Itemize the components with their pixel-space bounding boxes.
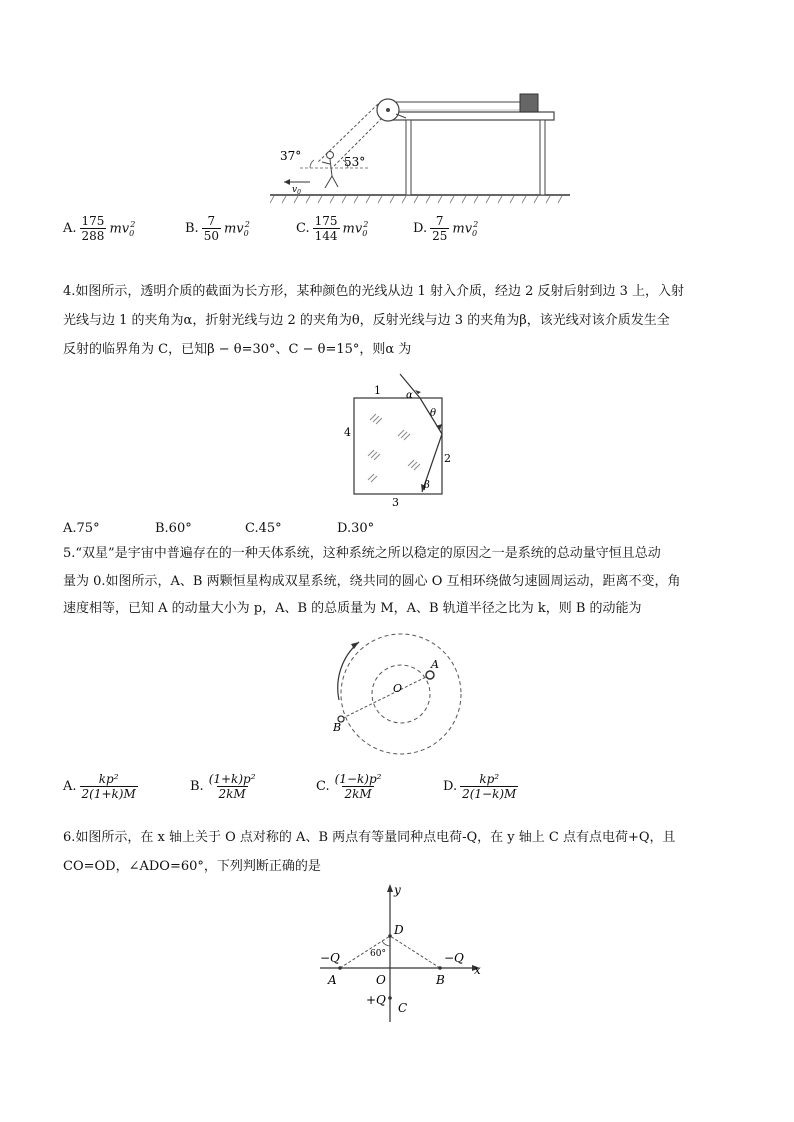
angle-37-label: 37° xyxy=(280,149,302,163)
point-b-label: B xyxy=(436,973,445,987)
star-a-label: A xyxy=(431,658,439,671)
fraction-denominator: 288 xyxy=(81,229,105,243)
fraction-denominator: 2kM xyxy=(218,787,246,801)
option-letter: B. xyxy=(190,779,204,794)
option-fraction xyxy=(313,214,340,243)
option-letter: B. xyxy=(185,221,199,236)
option-letter: C. xyxy=(296,221,310,236)
option-expression: $mv_0^2$ xyxy=(223,219,250,238)
option-fraction xyxy=(80,772,138,801)
option-letter: D. xyxy=(443,779,458,794)
option-letter: A. xyxy=(63,779,77,794)
q5-text-line2: 量为 0.如图所示，A、B 两颗恒星构成双星系统，绕共同的圆心 O 互相环绕做匀速圆周运动，距离不变，角 xyxy=(63,574,681,589)
q6-text-line1: 6.如图所示，在 x 轴上关于 O 点对称的 A、B 两点有等量同种点电荷-Q，在 y 轴上 C 点有点电荷+Q，且 xyxy=(63,830,676,845)
fraction-denominator: 2(1−k)M xyxy=(462,787,517,801)
option-expression: $mv_0^2$ xyxy=(342,219,369,238)
option-fraction xyxy=(333,772,384,801)
origin-o-label: O xyxy=(376,973,386,987)
fraction-denominator: 25 xyxy=(432,229,448,243)
option-fraction xyxy=(202,214,221,243)
fraction-denominator: 2(1+k)M xyxy=(81,787,136,801)
neg-q-left-label: −Q xyxy=(320,951,340,965)
fraction-numerator: (1+k)p² xyxy=(208,772,256,786)
q4-option-a[interactable]: A.75° xyxy=(63,521,100,536)
edge-1-label: 1 xyxy=(374,384,381,397)
q4-text-line1: 4.如图所示，透明介质的截面为长方形，某种颜色的光线从边 1 射入介质，经边 2 反射后射到边 3 上，入射 xyxy=(63,284,685,299)
q4-option-b[interactable]: B.60° xyxy=(155,521,192,536)
angle-53-label: 53° xyxy=(344,155,366,169)
edge-4-label: 4 xyxy=(344,426,351,439)
fraction-numerator: kp² xyxy=(98,772,119,786)
beta-label: β xyxy=(424,480,430,491)
option-expression: $mv_0^2$ xyxy=(452,219,479,238)
v0-label: $v_0$ xyxy=(292,185,301,196)
fraction-numerator: 7 xyxy=(435,214,444,228)
q5-option-d[interactable] xyxy=(443,772,521,801)
alpha-label: α xyxy=(406,390,413,401)
charges-axes-figure xyxy=(310,880,500,1030)
option-fraction xyxy=(80,214,107,243)
option-fraction xyxy=(430,214,449,243)
binary-star-figure xyxy=(325,628,475,758)
q5-option-b[interactable] xyxy=(190,772,261,801)
fraction-denominator: 2kM xyxy=(344,787,372,801)
option-letter: A. xyxy=(63,221,77,236)
angle-60-label: 60° xyxy=(370,949,386,959)
fraction-numerator: 175 xyxy=(314,214,338,228)
fraction-denominator: 50 xyxy=(203,229,219,243)
q4-option-c[interactable]: C.45° xyxy=(245,521,282,536)
q3-option-d[interactable] xyxy=(413,214,478,243)
fraction-numerator: 175 xyxy=(81,214,105,228)
center-o-label: O xyxy=(393,682,403,695)
pos-q-label: +Q xyxy=(366,993,386,1007)
rectangle-medium-figure xyxy=(338,370,468,510)
point-a-label: A xyxy=(328,973,337,987)
option-letter: D. xyxy=(413,221,428,236)
fraction-numerator: kp² xyxy=(479,772,500,786)
y-axis-label: y xyxy=(394,883,401,897)
option-fraction xyxy=(460,772,518,801)
option-fraction xyxy=(207,772,258,801)
q5-text-line3: 速度相等，已知 A 的动量大小为 p，A、B 的总质量为 M，A、B 轨道半径之比为 k，则 B 的动能为 xyxy=(63,601,642,616)
option-expression: $mv_0^2$ xyxy=(109,219,136,238)
fraction-denominator: 144 xyxy=(314,229,338,243)
edge-2-label: 2 xyxy=(444,452,451,465)
q4-option-d[interactable]: D.30° xyxy=(337,521,375,536)
q3-option-b[interactable] xyxy=(185,214,250,243)
x-axis-label: x xyxy=(474,963,481,977)
fraction-numerator: (1−k)p² xyxy=(334,772,382,786)
option-letter: C. xyxy=(316,779,330,794)
q5-option-c[interactable] xyxy=(316,772,386,801)
q4-text-line3: 反射的临界角为 C，已知β − θ=30°、C − θ=15°，则α 为 xyxy=(63,342,412,357)
q4-text-line2: 光线与边 1 的夹角为α，折射光线与边 2 的夹角为θ，反射光线与边 3 的夹角为β，该光线对该介质发生全 xyxy=(63,313,670,328)
q3-option-a[interactable] xyxy=(63,214,135,243)
q3-option-c[interactable] xyxy=(296,214,368,243)
point-c-label: C xyxy=(398,1001,408,1015)
point-d-label: D xyxy=(394,923,404,937)
neg-q-right-label: −Q xyxy=(444,951,464,965)
q6-text-line2: CO=OD，∠ADO=60°，下列判断正确的是 xyxy=(63,859,321,874)
pulley-table-figure xyxy=(270,88,580,206)
star-b-label: B xyxy=(333,721,342,734)
theta-label: θ xyxy=(430,408,437,419)
edge-3-label: 3 xyxy=(392,496,399,509)
q5-text-line1: 5.“双星”是宇宙中普遍存在的一种天体系统，这种系统之所以稳定的原因之一是系统的总动量守恒且总动 xyxy=(63,546,661,561)
fraction-numerator: 7 xyxy=(207,214,216,228)
q5-option-a[interactable] xyxy=(63,772,141,801)
